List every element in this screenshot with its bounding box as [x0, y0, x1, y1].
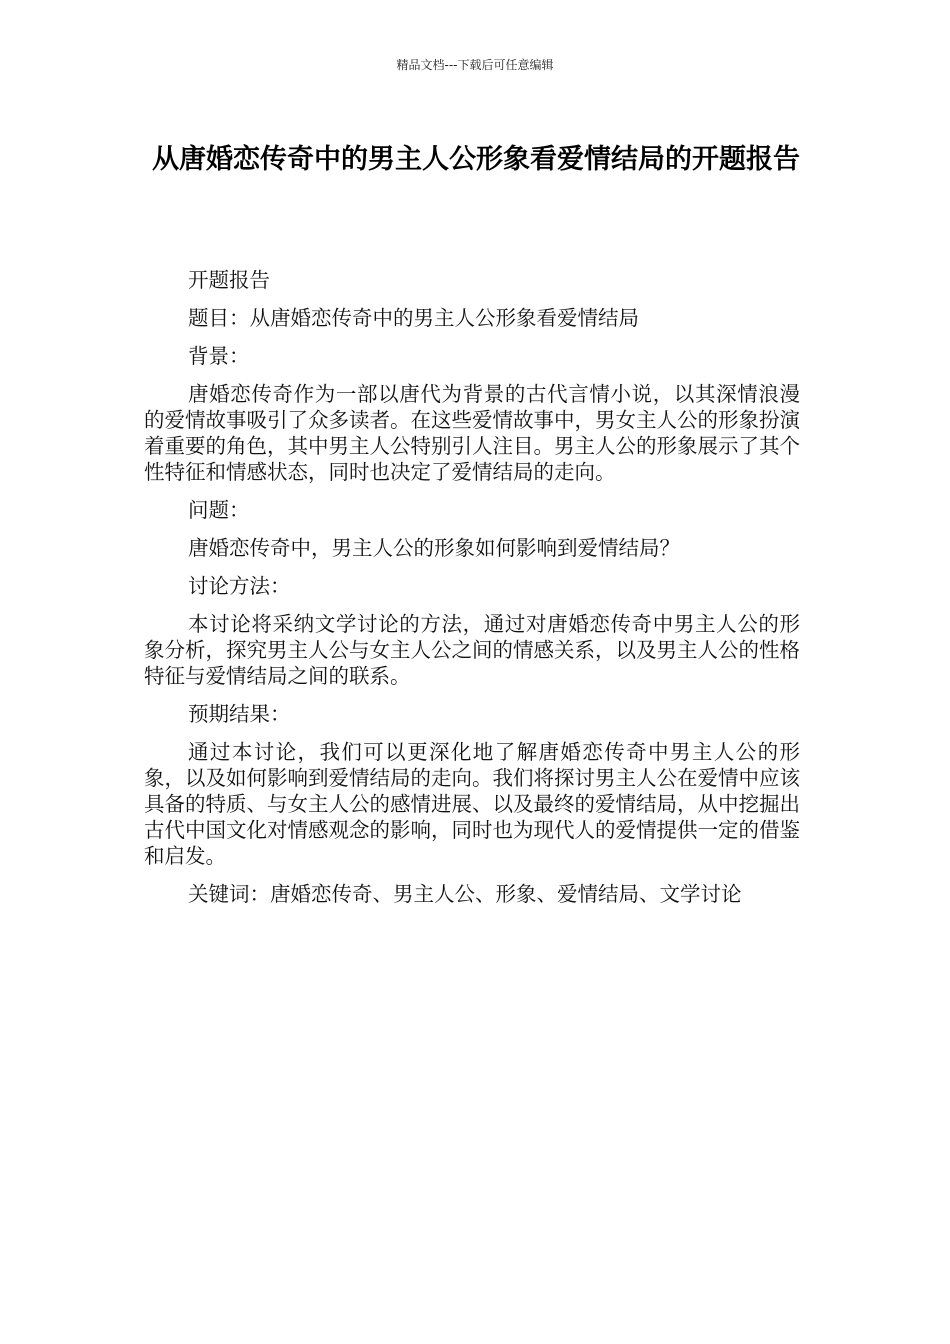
document-body	[144, 267, 800, 919]
keywords-line: 关键词：唐婚恋传奇、男主人公、形象、爱情结局、文学讨论	[188, 882, 742, 906]
section-label-method: 讨论方法：	[188, 574, 291, 598]
method-paragraph: 本讨论将采纳文学讨论的方法，通过对唐婚恋传奇中男主人公的形象分析，探究男主人公与女主人公之间的情感关系，以及男主人公的性格特征与爱情结局之间的联系。	[144, 612, 800, 688]
section-label-question: 问题：	[188, 498, 250, 522]
background-paragraph: 唐婚恋传奇作为一部以唐代为背景的古代言情小说，以其深情浪漫的爱情故事吸引了众多读者。在这些爱情故事中，男女主人公的形象扮演着重要的角色，其中男主人公特别引人注目。男主人公的形象展示了其个性特征和情感状态，同时也决定了爱情结局的走向。	[144, 382, 800, 484]
document-title: 从唐婚恋传奇中的男主人公形象看爱情结局的开题报告	[152, 144, 800, 175]
section-label-expected-results: 预期结果：	[188, 702, 291, 726]
section-label-background: 背景：	[188, 344, 250, 368]
expected-results-paragraph: 通过本讨论，我们可以更深化地了解唐婚恋传奇中男主人公的形象，以及如何影响到爱情结局的走向。我们将探讨男主人公在爱情中应该具备的特质、与女主人公的感情进展、以及最终的爱情结局，从中挖掘出古代中国文化对情感观念的影响，同时也为现代人的爱情提供一定的借鉴和启发。	[144, 740, 800, 868]
topic-line: 题目：从唐婚恋传奇中的男主人公形象看爱情结局	[188, 306, 639, 330]
section-label-report: 开题报告	[188, 268, 270, 292]
header-note: 精品文档---下载后可任意编辑	[396, 58, 554, 72]
question-paragraph: 唐婚恋传奇中，男主人公的形象如何影响到爱情结局？	[188, 536, 680, 560]
